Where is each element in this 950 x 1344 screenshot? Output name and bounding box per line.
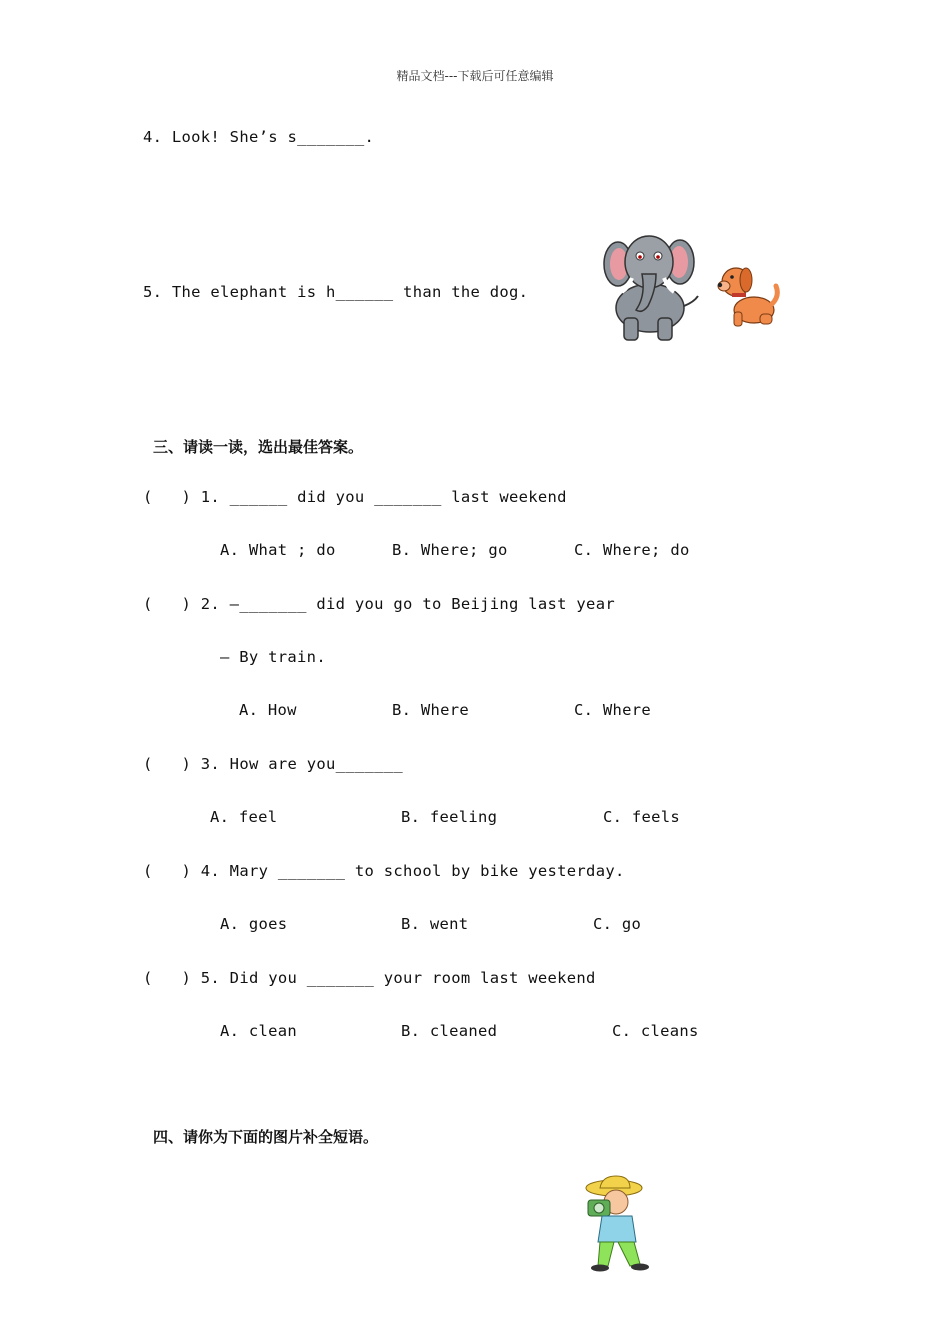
photographer-illustration [574, 1174, 652, 1274]
question-5: ( ) 5. Did you _______ your room last weekend [143, 969, 596, 987]
fill-item-5: 5. The elephant is h______ than the dog. [143, 283, 529, 301]
section-4-title: 四、请你为下面的图片补全短语。 [153, 1128, 379, 1146]
q1-option-a: A. What ; do [220, 541, 336, 559]
question-3: ( ) 3. How are you_______ [143, 755, 404, 773]
q3-option-c: C. feels [603, 808, 681, 826]
page-header: 精品文档---下载后可任意编辑 [396, 69, 554, 83]
question-4: ( ) 4. Mary _______ to school by bike yesterday. [143, 862, 625, 880]
q4-option-a: A. goes [220, 915, 288, 933]
q3-option-b: B. feeling [401, 808, 498, 826]
q2-option-b: B. Where [392, 701, 470, 719]
q4-option-b: B. went [401, 915, 469, 933]
q5-option-c: C. cleans [612, 1022, 699, 1040]
q1-option-c: C. Where; do [574, 541, 690, 559]
q2-answer-line: — By train. [220, 648, 326, 666]
question-2: ( ) 2. —_______ did you go to Beijing last year [143, 595, 615, 613]
section-3-title: 三、请读一读，选出最佳答案。 [153, 438, 364, 456]
question-1: ( ) 1. ______ did you _______ last weekend [143, 488, 567, 506]
q5-option-a: A. clean [220, 1022, 298, 1040]
q4-option-c: C. go [593, 915, 642, 933]
q2-option-c: C. Where [574, 701, 652, 719]
fill-item-4: 4. Look! She’s s_______. [143, 128, 375, 146]
q3-option-a: A. feel [210, 808, 278, 826]
q5-option-b: B. cleaned [401, 1022, 498, 1040]
q1-option-b: B. Where; go [392, 541, 508, 559]
elephant-illustration [602, 226, 704, 344]
dog-illustration [716, 262, 782, 330]
q2-option-a: A. How [239, 701, 297, 719]
